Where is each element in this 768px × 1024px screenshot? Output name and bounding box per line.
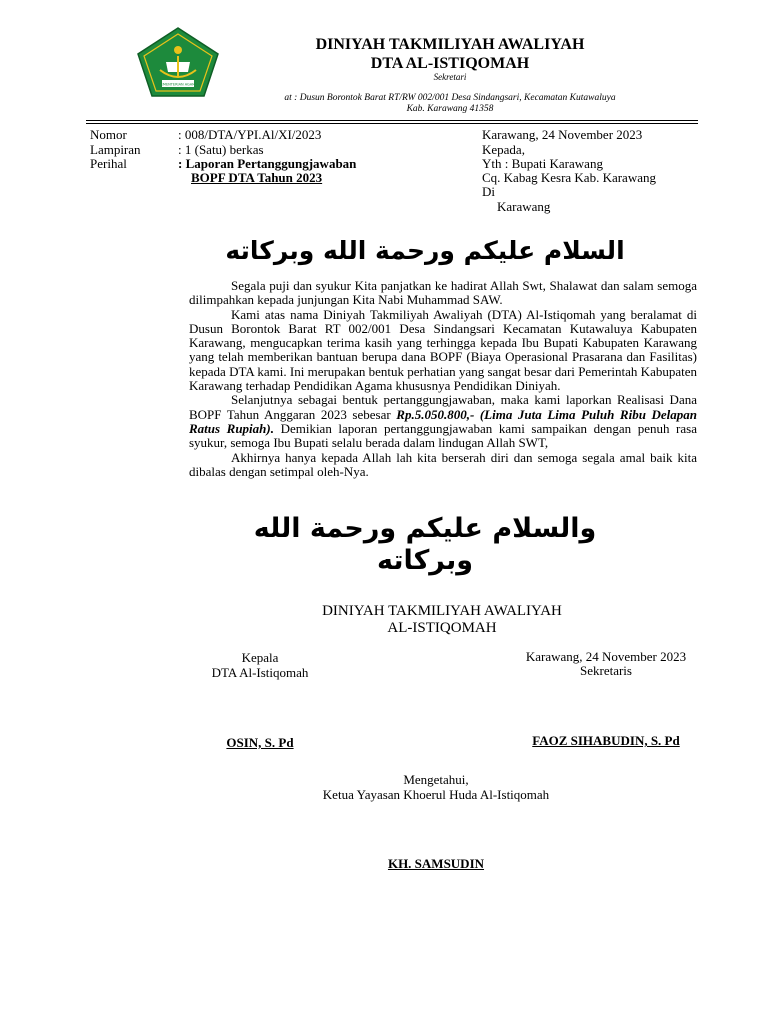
nomor-label: Nomor — [90, 127, 127, 142]
header-divider-thin — [86, 123, 698, 124]
sign-org-line2: AL-ISTIQOMAH — [387, 620, 497, 636]
lampiran-label: Lampiran — [90, 142, 141, 157]
address-line2: Kab. Karawang 41358 — [406, 104, 494, 114]
perihal-label: Perihal — [90, 156, 127, 171]
acknowledge-line2: Ketua Yayasan Khoerul Huda Al-Istiqomah — [322, 787, 550, 802]
recipient-line4: Di — [482, 184, 495, 199]
org-unit: Sekretari — [433, 72, 467, 82]
header-divider — [86, 120, 698, 121]
org-name-line1: DINIYAH TAKMILIYAH AWALIYAH — [315, 36, 585, 53]
sign-org-line1: DINIYAH TAKMILIYAH AWALIYAH — [322, 603, 562, 619]
recipient-line3: Cq. Kabag Kesra Kab. Karawang — [482, 170, 656, 185]
p3-text-before: Selanjutnya sebagai bentuk pertanggungjawaban, maka kami laporkan Realisasi Dana BOPF Tahun Anggaran 2023 sebesar — [189, 392, 697, 422]
right-sign-title: Sekretaris — [580, 663, 632, 678]
recipient-line2: Yth : Bupati Karawang — [482, 156, 603, 171]
closing-greeting-line1: والسلام عليكم ورحمة الله — [253, 513, 597, 544]
body-paragraph-3 — [189, 393, 697, 450]
closing-greeting-line2: وبركاته — [376, 545, 474, 576]
recipient-line1: Kepada, — [482, 142, 525, 157]
chair-name: KH. SAMSUDIN — [387, 856, 485, 871]
left-sign-title2: DTA Al-Istiqomah — [211, 665, 309, 680]
body-paragraph-1: Segala puji dan syukur Kita panjatkan ke hadirat Allah Swt, Shalawat dan salam semoga dilimpahkan kepada junjungan Kita Nabi Muhammad SAW. — [189, 278, 697, 308]
opening-greeting: السلام عليكم ورحمة الله وبركاته — [225, 236, 625, 265]
nomor-value: : 008/DTA/YPI.Al/XI/2023 — [178, 127, 322, 142]
letter-body — [189, 279, 697, 479]
kemenag-logo — [136, 26, 220, 98]
p3-amount: Rp.5.050.800,- (Lima Juta Lima Puluh Ribu Delapan Ratus Rupiah). — [189, 406, 697, 436]
letter-date: Karawang, 24 November 2023 — [482, 127, 643, 142]
p3-text-after: Demikian laporan pertanggungjawaban kami sampaikan dengan penuh rasa syukur, semoga Ibu Bupati selalu berada dalam lindugan Allah SWT, — [189, 420, 697, 451]
left-sign-title1: Kepala — [241, 650, 279, 665]
recipient-line5: Karawang — [497, 199, 551, 214]
lampiran-value: : 1 (Satu) berkas — [178, 142, 264, 157]
logo-text: KEMENTERIAN AGAMA — [158, 82, 198, 87]
address-line1: at : Dusun Borontok Barat RT/RW 002/001 Desa Sindangsari, Kecamatan Kutawaluya — [284, 93, 616, 103]
right-sign-name: FAOZ SIHABUDIN, S. Pd — [532, 733, 680, 748]
right-sign-date: Karawang, 24 November 2023 — [525, 649, 687, 664]
left-sign-name: OSIN, S. Pd — [226, 735, 294, 750]
perihal-value2: BOPF DTA Tahun 2023 — [191, 170, 323, 185]
org-name-line2: DTA AL-ISTIQOMAH — [370, 55, 530, 72]
body-paragraph-2: Kami atas nama Diniyah Takmiliyah Awaliyah (DTA) Al-Istiqomah yang beralamat di Dusun Borontok Barat RT 002/001 Desa Sindangsari Kecamatan Kutawaluya Kabupaten Karawang, mengucapkan terima kasih yang terhingga kepada Ibu Bupati Kabupaten Karawang yang telah memberikan bantuan berupa dana BOPF (Biaya Operasional Prasarana dan Fasilitas) kepada DTA kami. Ini merupakan bentuk perhatian yang sangat besar dari Pemerintah Kabupaten Karawang terhadap Pendidikan Agama khususnya Pendidikan Diniyah. — [189, 306, 697, 394]
acknowledge-line1: Mengetahui, — [403, 772, 469, 787]
body-paragraph-4: Akhirnya hanya kepada Allah lah kita berserah diri dan semoga segala amal baik kita dibalas dengan setimpal oleh-Nya. — [189, 449, 697, 479]
perihal-value: : Laporan Pertanggungjawaban — [178, 156, 357, 171]
